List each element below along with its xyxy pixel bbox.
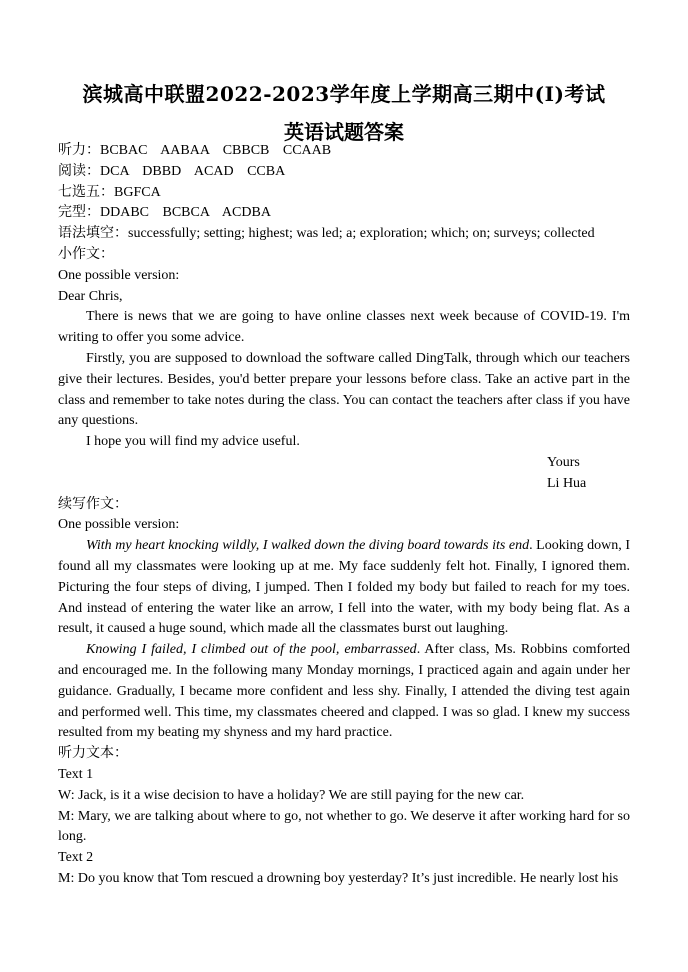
document-body xyxy=(58,141,630,890)
continuation-writing-heading: 续写作文： xyxy=(58,496,128,512)
seven-choose-five-answers: 七选五：BGFCA xyxy=(58,184,161,200)
letter-paragraph-3: I hope you will find my advice useful. xyxy=(86,434,300,450)
document-title: 滨城高中联盟2022-2023学年度上学期高三期中(I)考试 xyxy=(82,82,606,106)
short-writing-heading: 小作文： xyxy=(58,246,114,262)
continuation-paragraph-1-opening: With my heart knocking wildly, I walked down the diving board towards its end xyxy=(86,538,530,554)
text-1-label: Text 1 xyxy=(58,766,94,782)
continuation-version-label: One possible version: xyxy=(58,517,180,533)
continuation-paragraph-2-body: . After class, Ms. Robbins comforted and encouraged me. In the following many Monday mornings, I practiced again and again under her guidance. Gradually, I became more confident and less shy. Finally, I attended the diving test again and performed well. This time, my classmates cheered and clapped. I was so glad. I knew my success resulted from my beating my shyness and my hard practice. xyxy=(58,642,630,741)
short-writing-version-label: One possible version: xyxy=(58,267,180,283)
listening-answers: 听力：BCBAC AABAA CBBCB CCAAB xyxy=(58,143,332,158)
continuation-paragraph-2 xyxy=(58,640,630,744)
text-1-man-line: M: Mary, we are talking about where to go, not whether to go. We deserve it after working hard for so long. xyxy=(58,808,630,845)
cloze-answers: 完型：DDABC BCBCA ACDBA xyxy=(58,205,271,221)
document-subtitle: 英语试题答案 xyxy=(284,120,404,144)
text-2-man-line: M: Do you know that Tom rescued a drowning boy yesterday? It’s just incredible. He nearly lost his xyxy=(58,870,619,886)
letter-paragraph-1: There is news that we are going to have online classes next week because of COVID-19. I'm writing to offer you some advice. xyxy=(58,309,630,346)
text-2-label: Text 2 xyxy=(58,850,94,866)
continuation-paragraph-1-body: . Looking down, I found all my classmates were looking up at me. My face suddenly felt hot. Finally, I ignored them. Picturing the four steps of diving, I jumped. Then I folded my body but failed to reach for my toes. And instead of entering the water like an arrow, I fell into the water, with my body being flat. As a result, it caused a huge sound, which made all the classmates burst out laughing. xyxy=(58,538,630,637)
continuation-paragraph-1 xyxy=(58,536,630,640)
text-1-woman-line: W: Jack, is it a wise decision to have a holiday? We are still paying for the new car. xyxy=(58,787,525,803)
letter-signature: Li Hua xyxy=(547,475,587,491)
grammar-fill-answers: 语法填空：successfully; setting; highest; was led; a; exploration; which; on; surveys; collected xyxy=(58,226,595,242)
listening-text-heading: 听力文本： xyxy=(58,746,128,762)
continuation-paragraph-2-opening: Knowing I failed, I climbed out of the pool, embarrassed xyxy=(86,642,417,658)
letter-closing: Yours xyxy=(547,454,580,470)
reading-answers: 阅读：DCA DBBD ACAD CCBA xyxy=(58,163,286,179)
letter-paragraph-2: Firstly, you are supposed to download the software called DingTalk, through which our teachers give their lectures. Besides, you'd better prepare your lessons before class. Take an active part in the class and remember to take notes during the class. You can contact the teachers after class if you have any questions. xyxy=(58,350,630,429)
letter-greeting: Dear Chris, xyxy=(58,288,123,304)
